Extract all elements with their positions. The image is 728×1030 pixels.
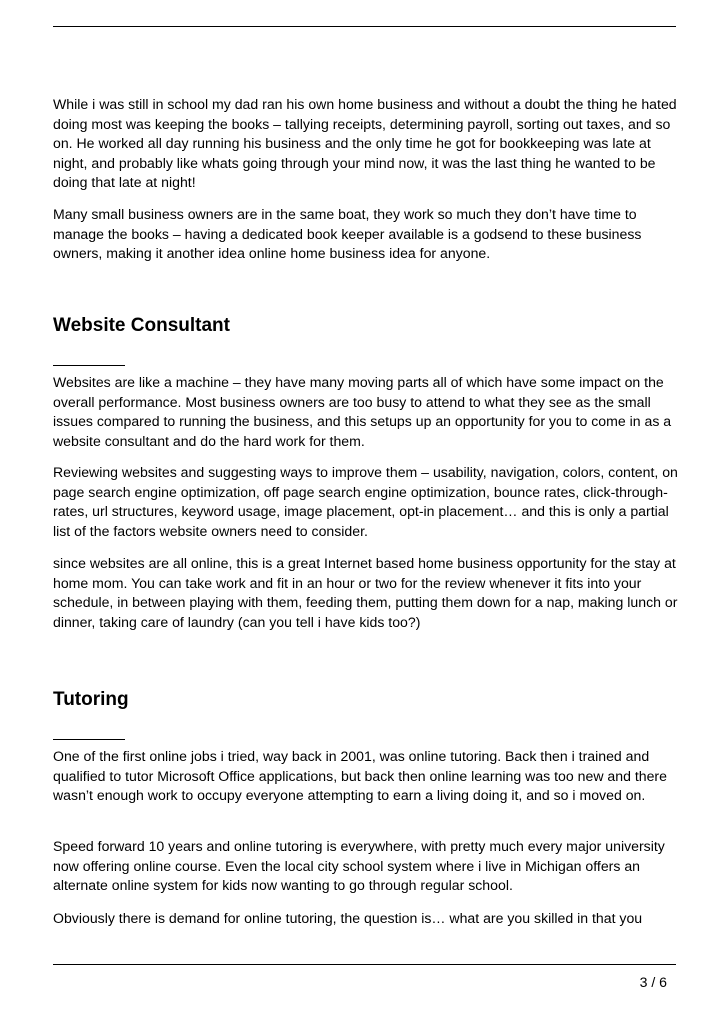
footer-rule bbox=[53, 964, 676, 965]
page-number: 3 / 6 bbox=[639, 974, 667, 990]
heading-underline bbox=[53, 739, 125, 740]
heading-tutoring: Tutoring bbox=[53, 689, 129, 710]
paragraph-websites-machine: Websites are like a machine – they have many moving parts all of which have some impact on the overall performance. Most business owners are too busy to attend to what they see as the small issues compared to running the business, and this setups up an opportunity for you to come in as a website consultant and do the hard work for them. bbox=[53, 374, 672, 449]
paragraph-reviewing-websites: Reviewing websites and suggesting ways to improve them – usability, navigation, colors, content, on page search engine optimization, off page search engine optimization, bounce rates, click-through-rates, url structures, keyword usage, image placement, opt-in placement… and this is only a partial list of the factors website owners need to consider. bbox=[53, 464, 678, 539]
header-rule bbox=[53, 26, 676, 27]
heading-website-consultant: Website Consultant bbox=[53, 315, 230, 336]
paragraph-bookkeeping-story: While i was still in school my dad ran his own home business and without a doubt the thing he hated doing most was keeping the books – tallying receipts, determining payroll, sorting out taxes, and so on. He worked all day running his business and the only time he got for bookkeeping was late at night, and probably like whats going through your mind now, it was the last thing he wanted to be doing that late at night! bbox=[53, 96, 677, 190]
paragraph-speed-forward: Speed forward 10 years and online tutoring is everywhere, with pretty much every major university now offering online course. Even the local city school system where i live in Michigan offers an alternate online system for kids now wanting to go through regular school. bbox=[53, 838, 665, 893]
paragraph-stay-at-home: since websites are all online, this is a great Internet based home business opportunity for the stay at home mom. You can take work and fit in an hour or two for the review whenever it fits into your schedule, in between playing with them, feeding them, putting them down for a nap, making lunch or dinner, taking care of laundry (can you tell i have kids too?) bbox=[53, 555, 678, 630]
heading-underline bbox=[53, 365, 125, 366]
paragraph-first-online-job: One of the first online jobs i tried, way back in 2001, was online tutoring. Back then i trained and qualified to tutor Microsoft Office applications, but back then online learning was too new and there wasn’t enough work to occupy everyone attempting to earn a living doing it, and so i moved on. bbox=[53, 748, 667, 803]
paragraph-demand: Obviously there is demand for online tutoring, the question is… what are you skilled in that you bbox=[53, 910, 643, 926]
paragraph-small-business: Many small business owners are in the same boat, they work so much they don’t have time to manage the books – having a dedicated book keeper available is a godsend to these business owners, making it another idea online home business idea for anyone. bbox=[53, 206, 642, 261]
